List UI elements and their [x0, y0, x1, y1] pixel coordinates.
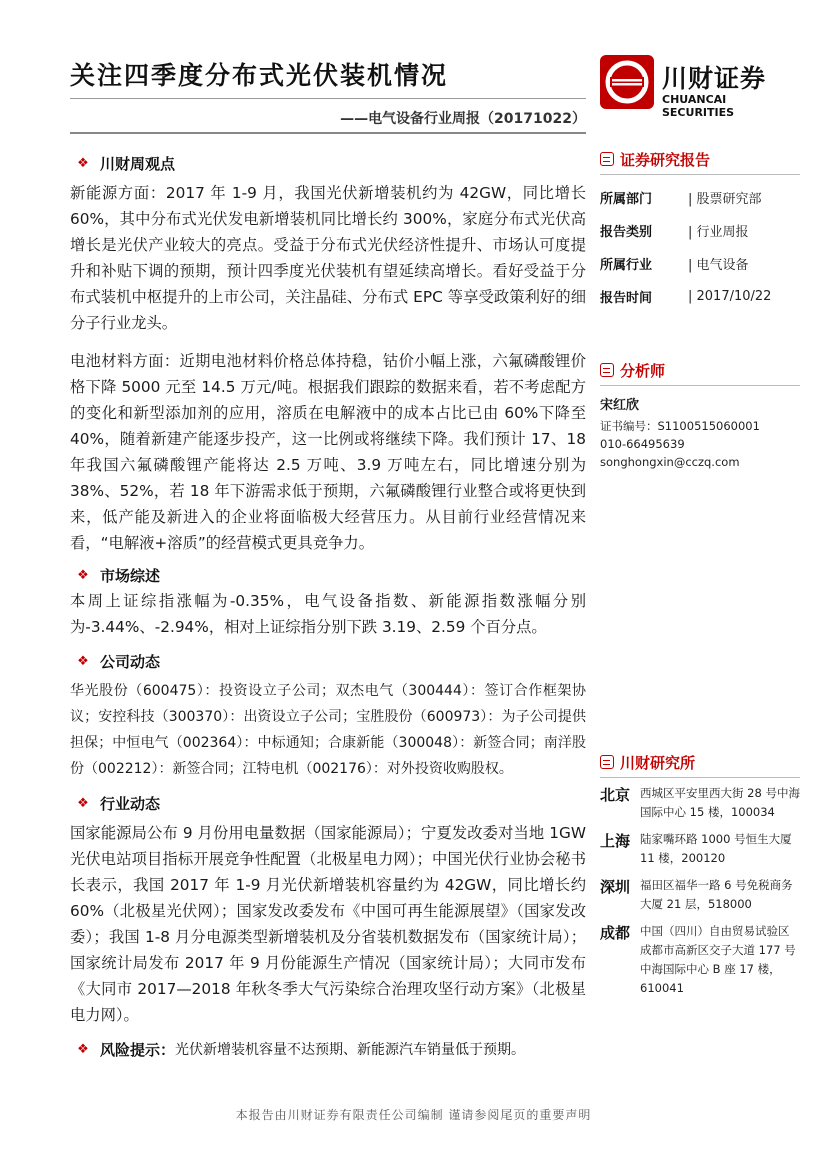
main-content	[70, 150, 586, 1062]
analyst-email[interactable]: songhongxin@cczq.com	[600, 455, 740, 469]
paragraph: 本周上证综指涨幅为-0.35%，电气设备指数、新能源指数涨幅分别为-3.44%、-2.94%，相对上证综指分别下跌 3.19、2.59 个百分点。	[70, 592, 586, 636]
title-divider	[70, 98, 586, 99]
section-marker-icon	[600, 755, 614, 769]
section-heading: ❖ 行业动态	[70, 790, 586, 816]
page-footer: 本报告由川财证券有限责任公司编制 谨请参阅尾页的重要声明	[235, 1108, 592, 1122]
info-row: 所属行业 | 电气设备	[600, 258, 749, 273]
paragraph: 电池材料方面：近期电池材料价格总体持稳，钴价小幅上涨，六氟磷酸锂价格下降 5000 元至 14.5 万元/吨。根据我们跟踪的数据来看，若不考虑配方的变化和新型添加剂的应用，溶质在电解液中的成本占比已由 60%下降至 40%，随着新建产能逐步投产，这一比例或将继续下降。我们预计 17、18 年我国六氟磷酸锂产能将达 2.5 万吨、3.9 万吨左右，同比增速分别为 38%、52%，若 18 年下游需求低于预期，六氟磷酸锂行业整合或将更快到来，低产能及新进入的企业将面临极大经营压力。从目前行业经营情况来看，“电解液+溶质”的经营模式更具竞争力。	[70, 352, 586, 552]
analyst-phone: 010-66495639	[600, 437, 685, 451]
section-heading: ❖ 公司动态	[70, 648, 586, 674]
institute-heading: 川财研究所	[600, 751, 800, 773]
diamond-bullet-icon: ❖	[77, 155, 89, 171]
section-heading: ❖ 市场综述	[70, 562, 586, 588]
paragraph: 国家能源局公布 9 月份用电量数据（国家能源局）；宁夏发改委对当地 1GW 光伏电站项目指标开展竞争性配置（北极星电力网）；中国光伏行业协会秘书长表示，我国 2017 年 1-9 月光伏新增装机容量约为 42GW，同比增长约 60%（北极星光伏网）；国家发改委发布《中国可再生能源展望》（国家发改委）；我国 1-8 月分电源类型新增装机及分省装机数据发布（国家统计局）；国家统计局发布 2017 年 9 月份能源生产情况（国家统计局）；大同市发布《大同市 2017—2018 年秋冬季大气污染综合治理攻坚行动方案》（北极星电力网）。	[70, 824, 586, 1024]
section-heading: ❖ 川财周观点	[70, 150, 586, 176]
risk-warning: ❖ 风险提示： 光伏新增装机容量不达预期、新能源汽车销量低于预期。	[70, 1036, 586, 1062]
report-info-heading: 证券研究报告	[600, 148, 800, 170]
paragraph: 华光股份（600475）：投资设立子公司；双杰电气（300444）：签订合作框架协议；安控科技（300370）：出资设立子公司；宝胜股份（600973）：为子公司提供担保；中恒电气（002364）：中标通知；合康新能（300048）：新签合同；南洋股份（002212）：新签合同；江特电机（002176）：对外投资收购股权。	[70, 683, 586, 777]
subtitle-divider	[70, 132, 586, 134]
logo-name-cn: 川财证券	[662, 64, 767, 93]
office-entry: 上海 陆家嘴环路 1000 号恒生大厦 11 楼，200120	[600, 832, 792, 865]
diamond-bullet-icon: ❖	[77, 653, 89, 669]
company-logo	[600, 55, 796, 119]
diamond-bullet-icon: ❖	[77, 1041, 89, 1057]
divider	[600, 385, 800, 386]
info-row: 报告时间 | 2017/10/22	[600, 289, 772, 306]
analyst-cert: 证书编号：S1100515060001	[600, 419, 760, 433]
section-marker-icon	[600, 363, 614, 377]
paragraph: 新能源方面：2017 年 1-9 月，我国光伏新增装机约为 42GW，同比增长 60%，其中分布式光伏发电新增装机同比增长约 300%，家庭分布式光伏高增长是光伏产业较大的亮点。受益于分布式光伏经济性提升、市场认可度提升和补贴下调的预期，预计四季度光伏装机有望延续高增长。看好受益于分布式装机中枢提升的上市公司，关注晶硅、分布式 EPC 等享受政策利好的细分子行业龙头。	[70, 184, 586, 332]
report-subtitle: ——电气设备行业周报（20171022）	[340, 111, 586, 127]
office-entry: 成都 中国（四川）自由贸易试验区成都市高新区交子大道 177 号中海国际中心 B 座 17 楼，610041	[600, 924, 796, 995]
diamond-bullet-icon: ❖	[77, 795, 89, 811]
office-entry: 深圳 福田区福华一路 6 号免税商务大厦 21 层，518000	[600, 878, 793, 911]
divider	[600, 777, 800, 778]
analyst-heading: 分析师	[600, 359, 800, 381]
chuancai-logo-icon	[600, 55, 654, 109]
office-entry: 北京 西城区平安里西大街 28 号中海国际中心 15 楼，100034	[600, 786, 800, 819]
diamond-bullet-icon: ❖	[77, 567, 89, 583]
info-row: 报告类别 | 行业周报	[600, 225, 749, 240]
section-marker-icon	[600, 152, 614, 166]
info-row: 所属部门 | 股票研究部	[600, 192, 762, 207]
divider	[600, 174, 800, 175]
logo-name-en: CHUANCAI SECURITIES	[662, 93, 735, 119]
sidebar	[600, 148, 800, 1006]
analyst-name: 宋红欣	[600, 398, 640, 413]
report-title: 关注四季度分布式光伏装机情况	[70, 61, 449, 90]
